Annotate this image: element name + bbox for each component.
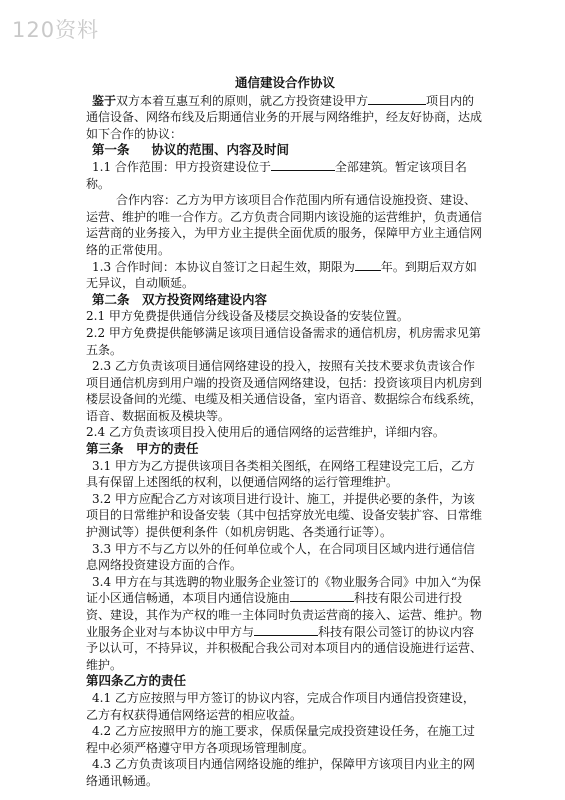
blank-line bbox=[368, 93, 426, 105]
section-1-title: 协议的范围、内容及时间 bbox=[151, 142, 290, 158]
clause-text: 科技有限公司签订的协议内容予以认可，不持异议，并积极配合我公司对本项目内的通信设施进行运营、维护。 bbox=[86, 624, 483, 672]
section-2-heading: 第二条 双方投资网络建设内容 bbox=[92, 291, 268, 307]
blank-line bbox=[271, 159, 335, 171]
clause-4-1: 4.1 乙方应按照与甲方签订的协议内容，完成合作项目内通信投资建设，乙方有权获得通信网络运营的相应收益。 bbox=[86, 690, 475, 722]
intro-text-2: 项目内的通信设备、网络布线及后期通信业务的开展与网络维护，经友好协商，达成如下合作的协议： bbox=[86, 93, 483, 141]
blank-line bbox=[355, 259, 381, 271]
clause-2-2: 2.2 甲方免费提供能够满足该项目通信设备需求的通信机房，机房需求见第五条。 bbox=[86, 325, 481, 357]
clause-3-3: 3.3 甲方不与乙方以外的任何单位或个人，在合同项目区域内进行通信信息网络投资建设方面的合作。 bbox=[86, 541, 475, 573]
clause-3-1: 3.1 甲方为乙方提供该项目各类相关图纸，在网络工程建设完工后，乙方具有保留上述图纸的权利，以便通信网络的运行管理维护。 bbox=[86, 458, 475, 490]
clause-text: 科技有限公司进行投资、建设，其作为产权的唯一主体同时负责运营商的接入、运营、维护。物业服务企业对与本协议中甲方与 bbox=[86, 591, 483, 639]
section-1-heading bbox=[86, 142, 484, 159]
clause-3-4 bbox=[86, 574, 484, 674]
clause-1-content: 合作内容：乙方为甲方该项目合作范围内所有通信设施投资、建设、运营、维护的唯一合作方。乙方负责合同期内该设施的运营维护，负责通信运营商的业务接入，为甲方业主提供全面优质的服务，保障甲方业主通信网络的正常使用。 bbox=[86, 193, 483, 257]
clause-4-3: 4.3 乙方负责该项目内通信网络设施的维护，保障甲方该项目内业主的网络通讯畅通。 bbox=[86, 757, 475, 788]
document-title: 通信建设合作协议 bbox=[234, 75, 335, 90]
blank-line bbox=[290, 590, 354, 602]
clause-2-1: 2.1 甲方免费提供通信分线设备及楼层交换设备的安装位置。 bbox=[86, 309, 409, 324]
intro-lead: 鉴于 bbox=[92, 93, 117, 108]
watermark: 120资料 bbox=[12, 18, 100, 42]
clause-text: 1.3 合作时间：本协议自签订之日起生效，期限为 bbox=[92, 259, 355, 274]
clause-text: 全部建筑。暂定该项目名称。 bbox=[86, 159, 467, 191]
intro-text-1: 双方本着互惠互利的原则，就乙方投资建设甲方 bbox=[116, 93, 369, 108]
clause-1-3 bbox=[86, 259, 484, 292]
blank-line bbox=[254, 624, 318, 636]
clause-text: 年。到期后双方如无异议，自动顺延。 bbox=[86, 259, 477, 291]
section-1-number: 第一条 bbox=[92, 142, 130, 158]
clause-text: 3.4 甲方在与其选聘的物业服务企业签订的《物业服务合同》中加入“为保证小区通信畅通，本项目内通信设施由 bbox=[86, 574, 482, 606]
clause-2-3: 2.3 乙方负责该项目通信网络建设的投入，按照有关技术要求负责该合作项目通信机房到用户端的投资及通信网络建设，包括：投资该项目内机房到楼层设备间的光缆、电缆及相关通信设备，室内语音、数据综合布线系统，语音、数据面板及模块等。 bbox=[86, 359, 483, 423]
clause-3-2: 3.2 甲方应配合乙方对该项目进行设计、施工，并提供必要的条件，为该项目的日常维护和设备安装（其中包括穿放光电缆、设备安装扩容、日常维护测试等）提供便利条件（如机房钥匙、各类通行证等）。 bbox=[86, 491, 483, 540]
document-body bbox=[86, 75, 484, 790]
clause-4-2: 4.2 乙方应按照甲方的施工要求，保质保量完成投资建设任务，在施工过程中必须严格遵守甲方各项现场管理制度。 bbox=[86, 724, 475, 755]
clause-text: 1.1 合作范围：甲方投资建设位于 bbox=[92, 159, 271, 174]
section-4-heading: 第四条乙方的责任 bbox=[86, 673, 187, 689]
section-3-heading: 第三条 甲方的责任 bbox=[86, 441, 199, 457]
clause-1-1 bbox=[86, 159, 484, 192]
intro-paragraph bbox=[86, 93, 484, 143]
clause-2-4: 2.4 乙方负责该项目投入使用后的通信网络的运营维护，详细内容。 bbox=[86, 425, 445, 440]
